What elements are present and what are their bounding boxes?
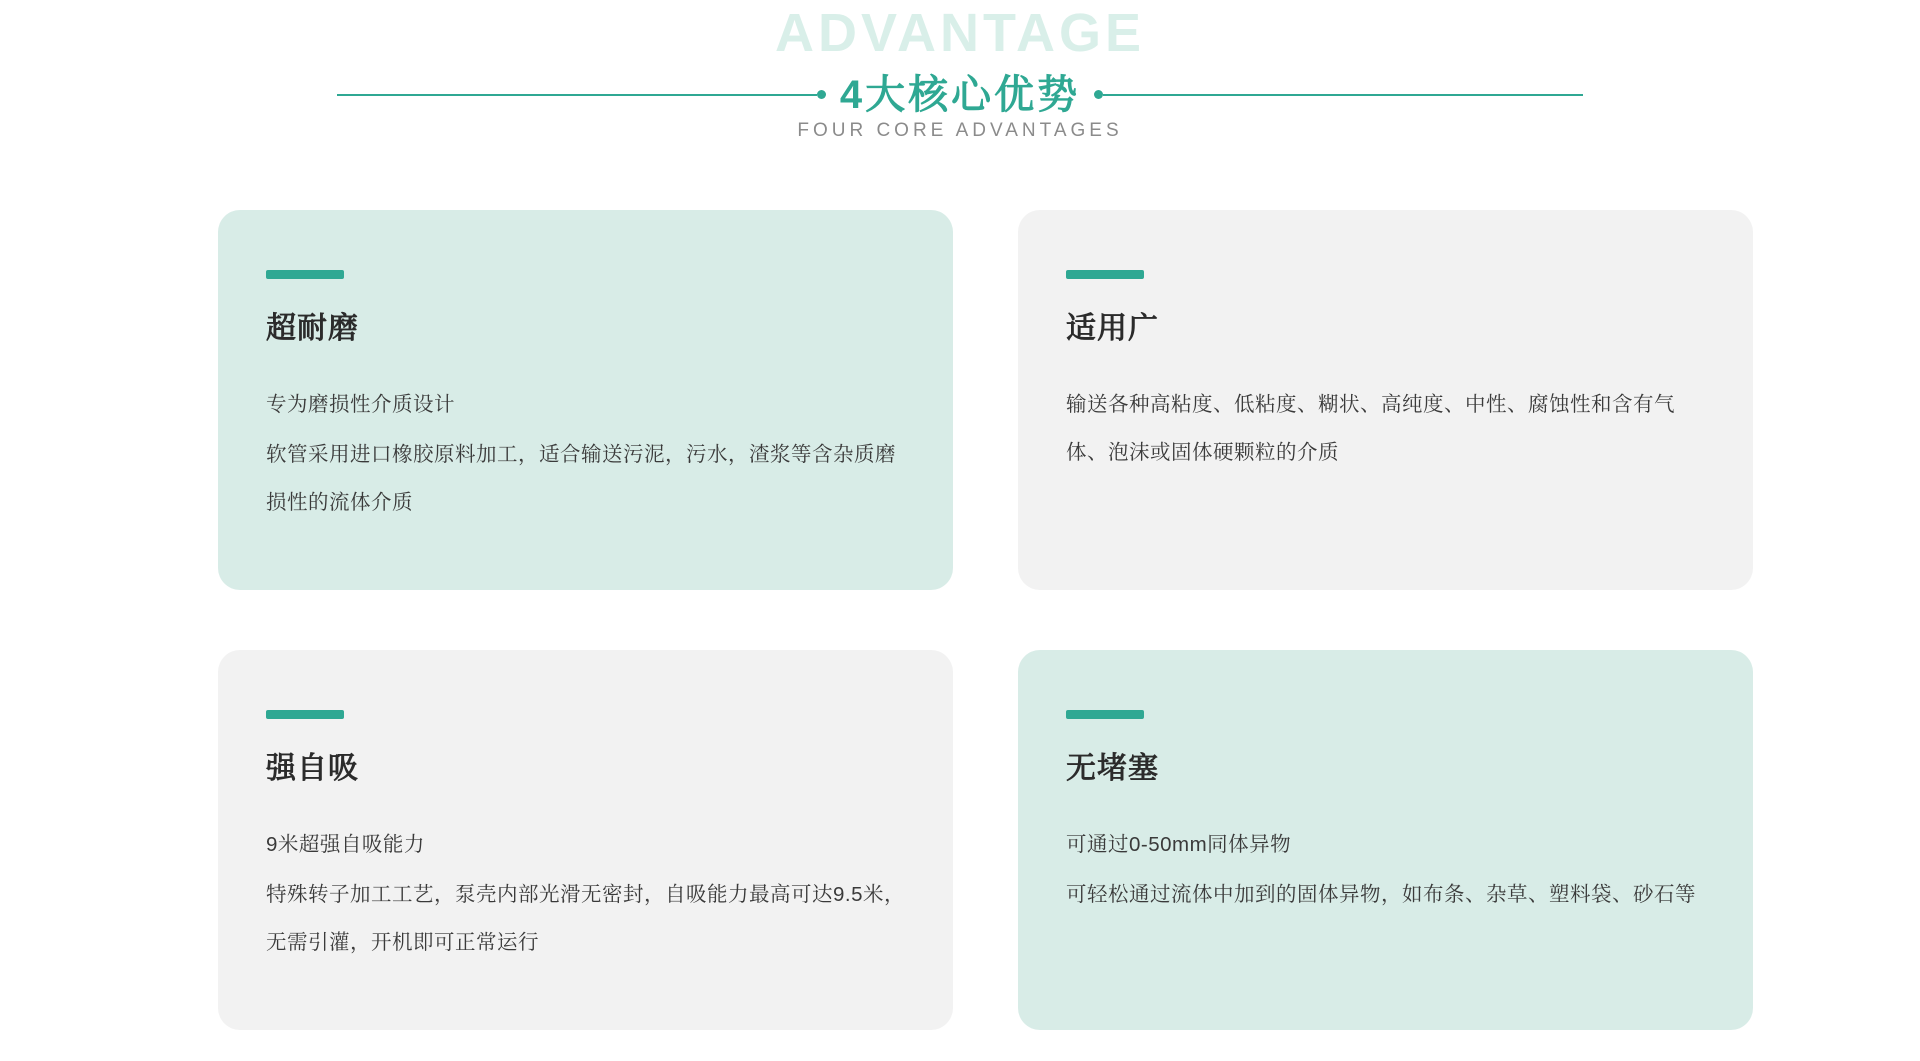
card-title: 适用广 bbox=[1066, 312, 1159, 345]
card-title: 强自吸 bbox=[266, 752, 359, 785]
card-body bbox=[266, 821, 905, 967]
card-title: 无堵塞 bbox=[1066, 752, 1159, 785]
advantage-card-4 bbox=[1018, 650, 1753, 1030]
card-text-line: 可轻松通过流体中加到的固体异物，如布条、杂草、塑料袋、砂石等 bbox=[1066, 883, 1696, 906]
card-body bbox=[1066, 821, 1705, 919]
divider-dot-left-icon bbox=[817, 90, 826, 99]
divider-line-left bbox=[337, 94, 817, 96]
advantage-card-1 bbox=[218, 210, 953, 590]
card-text-line: 9米超强自吸能力 bbox=[266, 833, 425, 856]
divider-line-right bbox=[1103, 94, 1583, 96]
card-accent-bar bbox=[266, 270, 344, 279]
card-accent-bar bbox=[1066, 710, 1144, 719]
card-title: 超耐磨 bbox=[266, 312, 359, 345]
card-text-line: 软管采用进口橡胶原料加工，适合输送污泥，污水，渣浆等含杂质磨损性的流体介质 bbox=[266, 443, 896, 514]
card-body bbox=[266, 381, 905, 527]
advantage-card-grid bbox=[218, 210, 1713, 1030]
card-text-line: 可通过0-50mm同体异物 bbox=[1066, 833, 1292, 856]
section-header bbox=[0, 0, 1920, 170]
card-body bbox=[1066, 381, 1705, 477]
advantage-card-2 bbox=[1018, 210, 1753, 590]
advantage-card-3 bbox=[218, 650, 953, 1030]
card-text-line: 特殊转子加工工艺，泵壳内部光滑无密封，自吸能力最高可达9.5米，无需引灌，开机即可正常运行 bbox=[266, 883, 905, 954]
page-title: 4大核心优势 bbox=[839, 72, 1081, 117]
card-accent-bar bbox=[1066, 270, 1144, 279]
divider-dot-right-icon bbox=[1094, 90, 1103, 99]
watermark-title: ADVANTAGE bbox=[775, 3, 1145, 63]
card-text-line: 专为磨损性介质设计 bbox=[266, 393, 455, 416]
card-text-line: 输送各种高粘度、低粘度、糊状、高纯度、中性、腐蚀性和含有气体、泡沫或固体硬颗粒的介质 bbox=[1066, 393, 1675, 464]
page-subtitle: FOUR CORE ADVANTAGES bbox=[797, 120, 1123, 141]
card-accent-bar bbox=[266, 710, 344, 719]
